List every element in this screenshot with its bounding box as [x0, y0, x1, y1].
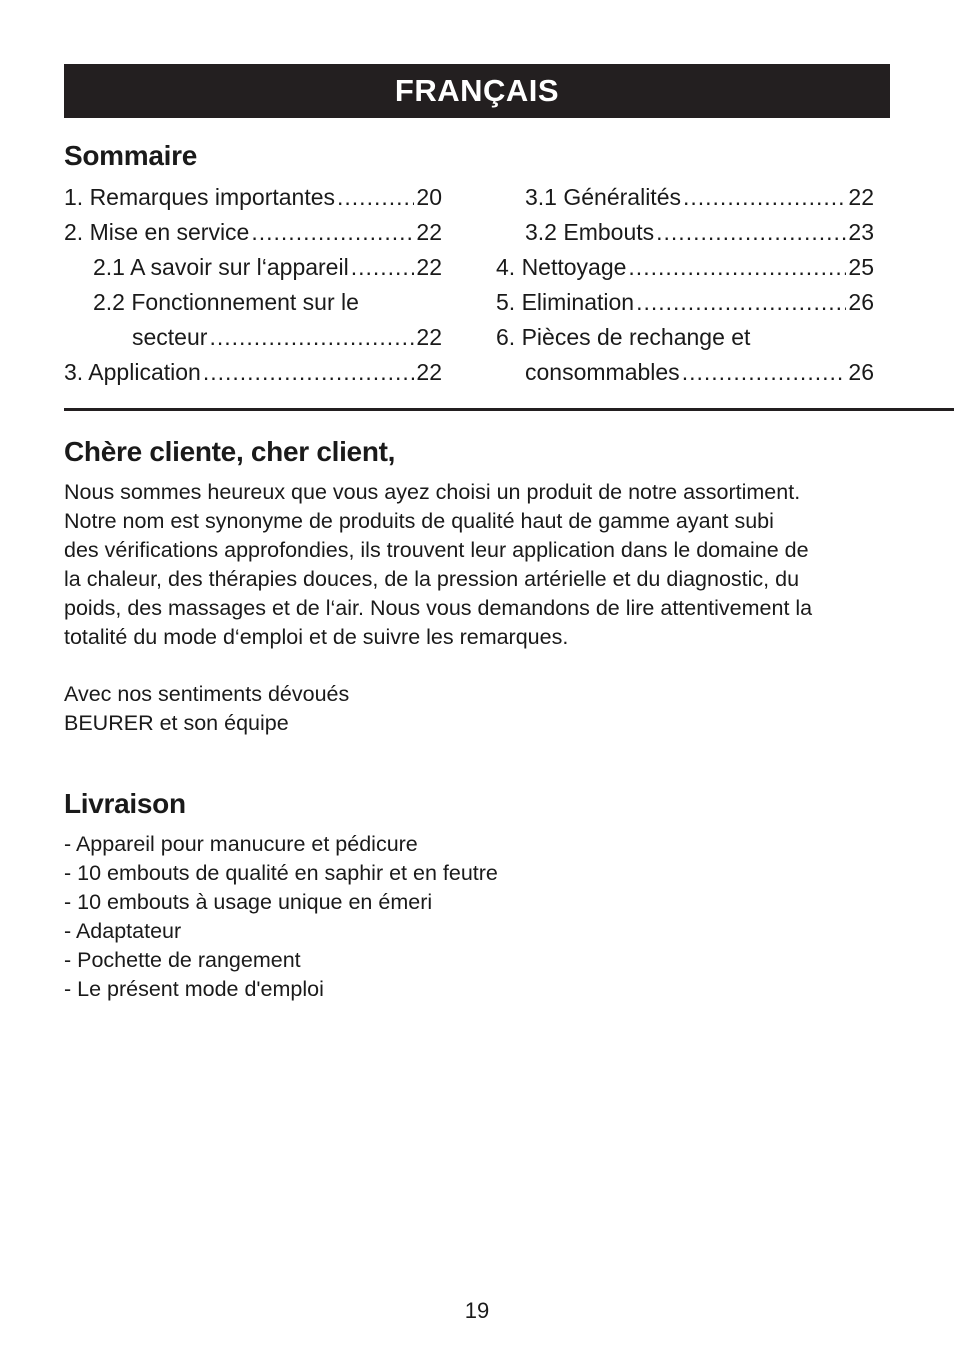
- toc-right-column: [496, 180, 874, 390]
- toc-entry-page: 26: [848, 359, 874, 385]
- page-number: 19: [464, 1298, 490, 1323]
- section-divider: [64, 408, 954, 411]
- toc-entry-page: 20: [416, 184, 442, 210]
- toc-entry[interactable]: [64, 320, 442, 355]
- greeting-title: Chère cliente, cher client,: [64, 436, 396, 467]
- toc-leader-dots: [251, 215, 414, 250]
- toc-entry-label: 2. Mise en service: [64, 219, 250, 245]
- toc-entry-label: 6. Pièces de rechange et: [496, 324, 751, 350]
- toc-entry[interactable]: [496, 215, 874, 250]
- toc-leader-dots: [682, 355, 847, 390]
- toc-entry-label: 5. Elimination: [496, 289, 635, 315]
- language-banner: [64, 64, 890, 118]
- toc-entry-label: 2.1 A savoir sur l‘appareil: [93, 254, 349, 280]
- toc-entry-label: 3.2 Embouts: [525, 219, 655, 245]
- toc-entry-page: 22: [848, 184, 874, 210]
- toc-leader-dots: [203, 355, 415, 390]
- toc-entry[interactable]: [496, 180, 874, 215]
- toc-entry-continued[interactable]: [64, 285, 442, 320]
- toc-left-column: [64, 180, 442, 390]
- toc-entry[interactable]: [496, 250, 874, 285]
- toc-leader-dots: [636, 285, 846, 320]
- list-item: - 10 embouts à usage unique en émeri: [64, 890, 433, 914]
- greeting-paragraph: [64, 478, 894, 652]
- toc-title: Sommaire: [64, 140, 197, 171]
- toc-entry[interactable]: [64, 250, 442, 285]
- list-item: - 10 embouts de qualité en saphir et en feutre: [64, 861, 498, 885]
- paragraph-line: Nous sommes heureux que vous ayez choisi un produit de notre assortiment.: [64, 480, 801, 504]
- toc-leader-dots: [628, 250, 846, 285]
- toc-entry[interactable]: [496, 355, 874, 390]
- delivery-title: Livraison: [64, 788, 186, 819]
- list-item: - Adaptateur: [64, 919, 182, 943]
- toc-entry-page: 22: [416, 324, 442, 350]
- toc-entry-label: consommables: [525, 359, 680, 385]
- toc-entry[interactable]: [496, 285, 874, 320]
- list-item: - Le présent mode d'emploi: [64, 977, 324, 1001]
- toc-entry-page: 22: [416, 254, 442, 280]
- closing-signature: [64, 680, 894, 738]
- toc-entry-page: 26: [848, 289, 874, 315]
- toc-entry-page: 25: [848, 254, 874, 280]
- toc-entry-label: secteur: [132, 324, 208, 350]
- toc-entry-label: 4. Nettoyage: [496, 254, 627, 280]
- toc-entry[interactable]: [64, 355, 442, 390]
- language-label: FRANÇAIS: [394, 73, 560, 108]
- toc-entry-label: 3. Application: [64, 359, 201, 385]
- toc-entry-label: 2.2 Fonctionnement sur le: [93, 289, 359, 315]
- toc-entry-page: 22: [416, 219, 442, 245]
- toc-entry-continued[interactable]: [496, 320, 874, 355]
- list-item: - Appareil pour manucure et pédicure: [64, 832, 418, 856]
- toc-entry-page: 23: [848, 219, 874, 245]
- paragraph-line: la chaleur, des thérapies douces, de la pression artérielle et du diagnostic, du: [64, 567, 800, 591]
- toc-entry-page: 22: [416, 359, 442, 385]
- delivery-list: [64, 830, 894, 1004]
- paragraph-line: poids, des massages et de l‘air. Nous vous demandons de lire attentivement la: [64, 596, 813, 620]
- paragraph-line: des vérifications approfondies, ils trouvent leur application dans le domaine de: [64, 538, 809, 562]
- list-item: - Pochette de rangement: [64, 948, 301, 972]
- paragraph-line: Notre nom est synonyme de produits de qualité haut de gamme ayant subi: [64, 509, 774, 533]
- toc-leader-dots: [209, 320, 414, 355]
- paragraph-line: totalité du mode d‘emploi et de suivre les remarques.: [64, 625, 569, 649]
- toc-entry-label: 1. Remarques importantes: [64, 184, 336, 210]
- toc-entry[interactable]: [64, 215, 442, 250]
- toc-leader-dots: [351, 250, 415, 285]
- toc-entry[interactable]: [64, 180, 442, 215]
- toc-leader-dots: [656, 215, 846, 250]
- toc-leader-dots: [337, 180, 414, 215]
- closing-line: BEURER et son équipe: [64, 711, 289, 735]
- closing-line: Avec nos sentiments dévoués: [64, 682, 350, 706]
- toc-leader-dots: [683, 180, 846, 215]
- toc-entry-label: 3.1 Généralités: [525, 184, 681, 210]
